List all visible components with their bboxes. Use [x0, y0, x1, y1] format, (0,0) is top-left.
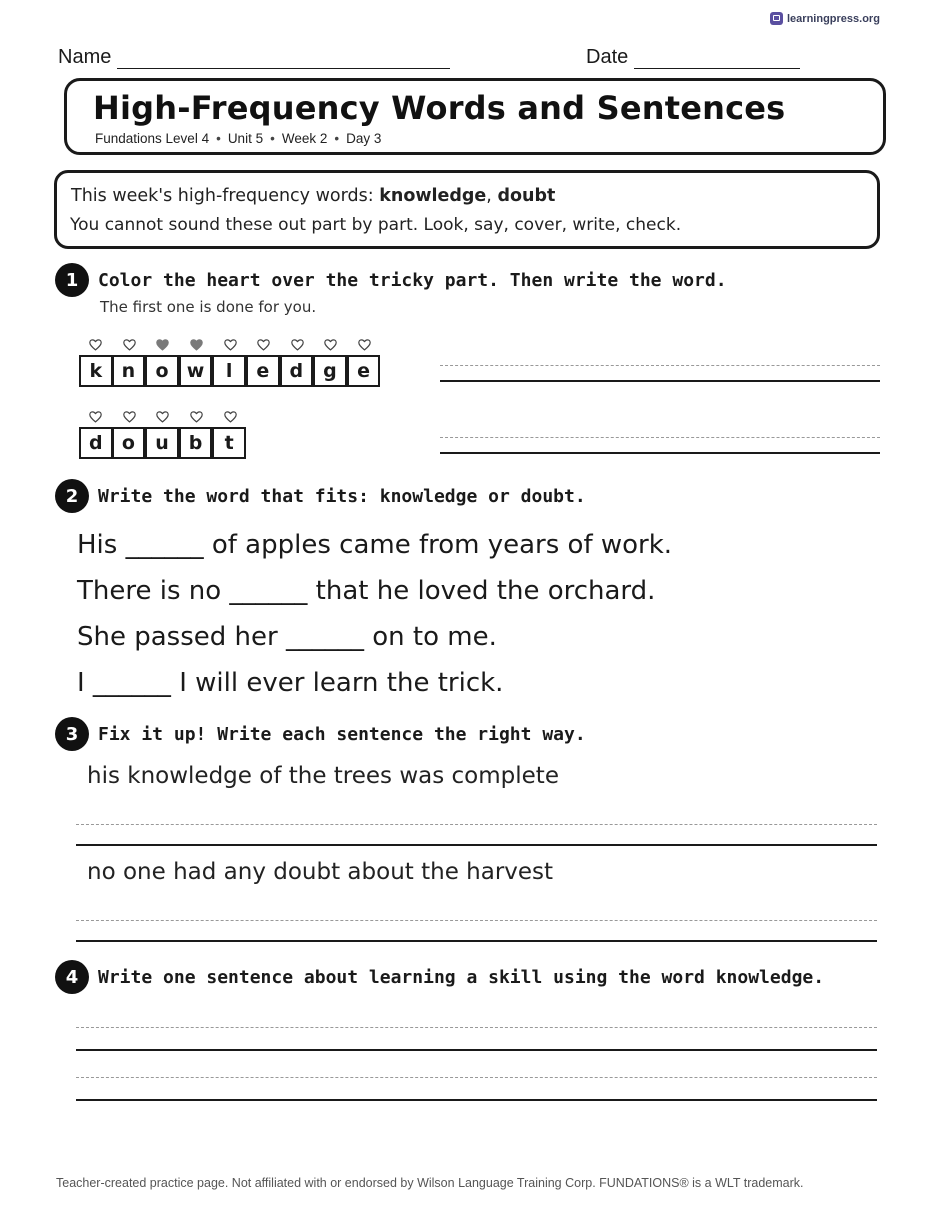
info-prefix: This week's high-frequency words:: [71, 186, 374, 206]
heart-icon[interactable]: [113, 407, 147, 427]
dashed-midline: [440, 365, 880, 366]
book-icon: [770, 12, 783, 25]
section4-title: Write one sentence about learning a skill using the word knowledge.: [98, 967, 825, 988]
info-word1: knowledge: [379, 186, 487, 206]
subtitle-separator: •: [270, 131, 275, 146]
section4-number: 4: [55, 960, 89, 994]
dashed-midline: [76, 920, 877, 921]
section2-title: Write the word that fits: knowledge or doubt.: [98, 486, 586, 507]
letter-box: g: [313, 355, 347, 387]
word-boxes-doubt: [79, 407, 247, 459]
letter-box: b: [179, 427, 213, 459]
letter-column: [213, 407, 247, 459]
letter-box: w: [179, 355, 213, 387]
letter-column: [79, 407, 113, 459]
letter-box: o: [145, 355, 179, 387]
fixit-sentence-1: his knowledge of the trees was complete: [87, 763, 559, 789]
section1-title: Color the heart over the tricky part. Then write the word.: [98, 270, 727, 291]
letter-box: k: [79, 355, 113, 387]
info-instructions: You cannot sound these out part by part. Look, say, cover, write, check.: [70, 215, 682, 235]
heart-icon[interactable]: [213, 335, 247, 355]
letter-column: [146, 407, 180, 459]
letter-column: [348, 335, 382, 387]
page-title: High-Frequency Words and Sentences: [93, 89, 786, 127]
section3-title: Fix it up! Write each sentence the right way.: [98, 724, 586, 745]
word-boxes-knowledge: [79, 335, 381, 387]
brand-label: learningpress.org: [787, 12, 880, 25]
heart-icon[interactable]: [180, 335, 214, 355]
letter-box: e: [246, 355, 280, 387]
letter-column: [281, 335, 315, 387]
section2-number: 2: [55, 479, 89, 513]
letter-column: [180, 407, 214, 459]
letter-box: u: [145, 427, 179, 459]
writing-line-2[interactable]: [76, 1077, 877, 1101]
heart-icon[interactable]: [79, 335, 113, 355]
dashed-midline: [76, 824, 877, 825]
section3-number: 3: [55, 717, 89, 751]
heart-icon[interactable]: [180, 407, 214, 427]
fill-sentence-2: There is no ______ that he loved the orchard.: [77, 576, 656, 606]
subtitle-separator: •: [334, 131, 340, 146]
heart-icon[interactable]: [213, 407, 247, 427]
section1-number: 1: [55, 263, 89, 297]
fixit-write-line-1[interactable]: [76, 824, 877, 846]
heart-icon[interactable]: [281, 335, 315, 355]
letter-column: [180, 335, 214, 387]
solid-baseline: [440, 380, 880, 382]
info-box: [54, 170, 880, 249]
solid-baseline: [76, 844, 877, 846]
letter-column: [247, 335, 281, 387]
letter-box: l: [212, 355, 246, 387]
letter-column: [113, 335, 147, 387]
letter-box: n: [112, 355, 146, 387]
heart-icon[interactable]: [247, 335, 281, 355]
heart-icon[interactable]: [113, 335, 147, 355]
letter-column: [146, 335, 180, 387]
letter-column: [79, 335, 113, 387]
title-box: [64, 78, 886, 155]
heart-icon[interactable]: [146, 335, 180, 355]
heart-icon[interactable]: [348, 335, 382, 355]
dashed-midline: [440, 437, 880, 438]
subtitle-week: Week 2: [281, 131, 328, 146]
fill-sentence-3: She passed her ______ on to me.: [77, 622, 497, 652]
date-label: Date: [586, 46, 629, 68]
fixit-sentence-2: no one had any doubt about the harvest: [87, 859, 554, 885]
subtitle-day: Day 3: [346, 131, 382, 146]
letter-box: d: [280, 355, 314, 387]
footer-note: Teacher-created practice page. Not affiliated with or endorsed by Wilson Language Training Corp. FUNDATIONS® is a WLT trademark.: [56, 1176, 804, 1190]
date-field: [586, 46, 800, 69]
writing-line-1[interactable]: [76, 1027, 877, 1051]
name-field: [58, 46, 450, 69]
letter-column: [314, 335, 348, 387]
name-label: Name: [58, 46, 112, 68]
solid-baseline: [76, 940, 877, 942]
solid-baseline: [440, 452, 880, 454]
dashed-midline: [76, 1027, 877, 1028]
info-word2: doubt: [497, 186, 556, 206]
write-line-2[interactable]: [440, 437, 880, 454]
letter-box: d: [79, 427, 113, 459]
dashed-midline: [76, 1077, 877, 1078]
solid-baseline: [76, 1049, 877, 1051]
write-line-1[interactable]: [440, 365, 880, 382]
name-line[interactable]: [117, 48, 450, 69]
fixit-write-line-2[interactable]: [76, 920, 877, 942]
subtitle-separator: •: [216, 131, 221, 146]
letter-box: e: [347, 355, 381, 387]
section1-note: The first one is done for you.: [100, 298, 317, 316]
brand-logo: [770, 12, 880, 25]
letter-box: t: [212, 427, 246, 459]
fill-sentence-1: His ______ of apples came from years of work.: [77, 530, 673, 560]
letter-column: [213, 335, 247, 387]
solid-baseline: [76, 1099, 877, 1101]
subtitle-level: Fundations Level 4: [95, 131, 210, 146]
fill-sentence-4: I ______ I will ever learn the trick.: [77, 668, 504, 698]
page-subtitle: [95, 131, 381, 146]
date-line[interactable]: [634, 48, 800, 69]
info-words-line: [71, 186, 555, 206]
info-word-sep: ,: [486, 186, 492, 206]
letter-column: [113, 407, 147, 459]
letter-box: o: [112, 427, 146, 459]
heart-icon[interactable]: [146, 407, 180, 427]
subtitle-unit: Unit 5: [227, 131, 264, 146]
heart-icon[interactable]: [79, 407, 113, 427]
heart-icon[interactable]: [314, 335, 348, 355]
